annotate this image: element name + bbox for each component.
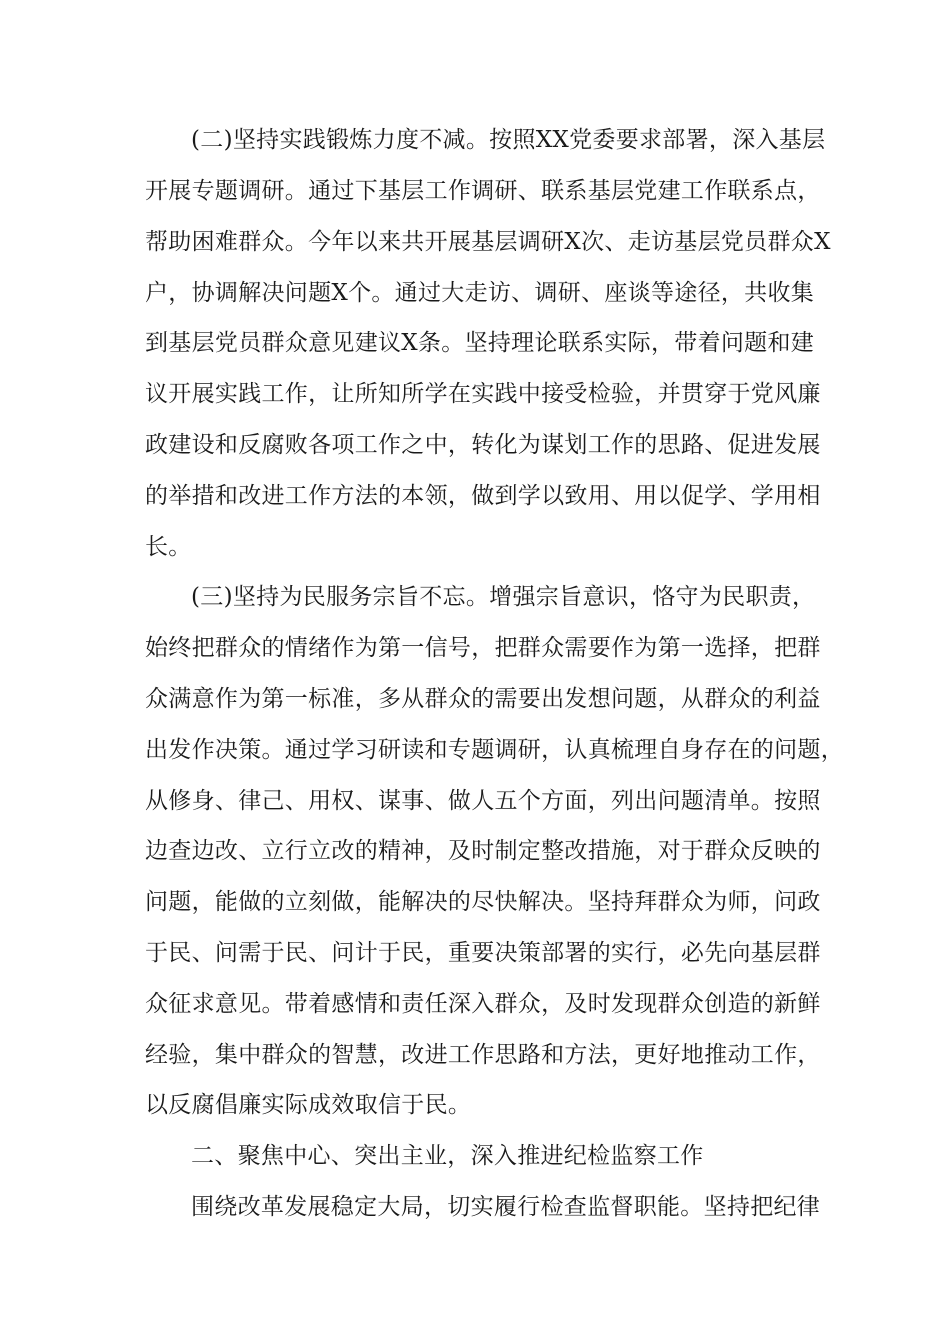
paragraph-3-line-6: 边查边改、立行立改的精神，及时制定整改措施，对于群众反映的 <box>145 838 821 864</box>
paragraph-3-line-3: 众满意作为第一标准，多从群众的需要出发想问题，从群众的利益 <box>145 686 821 712</box>
paragraph-3-line-2: 始终把群众的情绪作为第一信号，把群众需要作为第一选择，把群 <box>145 635 821 661</box>
paragraph-2-line-7: 政建设和反腐败各项工作之中，转化为谋划工作的思路、促进发展 <box>145 432 821 458</box>
paragraph-2-line-5: 到基层党员群众意见建议X条。坚持理论联系实际，带着问题和建 <box>145 330 815 356</box>
section-heading: 二、聚焦中心、突出主业，深入推进纪检监察工作 <box>191 1143 704 1169</box>
paragraph-2-line-3: 帮助困难群众。今年以来共开展基层调研X次、走访基层党员群众X <box>145 229 831 255</box>
paragraph-2-line-6: 议开展实践工作，让所知所学在实践中接受检验，并贯穿于党风廉 <box>145 381 821 407</box>
paragraph-2-line-2: 开展专题调研。通过下基层工作调研、联系基层党建工作联系点， <box>145 178 821 204</box>
paragraph-3-line-4: 出发作决策。通过学习研读和专题调研，认真梳理自身存在的问题， <box>145 737 844 763</box>
paragraph-3-line-5: 从修身、律己、用权、谋事、做人五个方面，列出问题清单。按照 <box>145 788 821 814</box>
paragraph-2-line-4: 户，协调解决问题X个。通过大走访、调研、座谈等途径，共收集 <box>145 280 815 306</box>
paragraph-3-line-10: 经验，集中群众的智慧，改进工作思路和方法，更好地推动工作， <box>145 1042 821 1068</box>
paragraph-3-line-1: (三)坚持为民服务宗旨不忘。增强宗旨意识，恪守为民职责， <box>191 584 816 610</box>
paragraph-2-line-8: 的举措和改进工作方法的本领，做到学以致用、用以促学、学用相 <box>145 483 821 509</box>
paragraph-3-line-7: 问题，能做的立刻做，能解决的尽快解决。坚持拜群众为师，问政 <box>145 889 821 915</box>
paragraph-3-line-11: 以反腐倡廉实际成效取信于民。 <box>145 1092 472 1118</box>
paragraph-3-line-9: 众征求意见。带着感情和责任深入群众，及时发现群众创造的新鲜 <box>145 991 821 1017</box>
paragraph-2-line-9: 长。 <box>145 534 192 560</box>
paragraph-3-line-8: 于民、问需于民、问计于民，重要决策部署的实行，必先向基层群 <box>145 940 821 966</box>
paragraph-4-line-1: 围绕改革发展稳定大局，切实履行检查监督职能。坚持把纪律 <box>191 1194 821 1220</box>
paragraph-2-line-1: (二)坚持实践锻炼力度不减。按照XX党委要求部署，深入基层 <box>191 127 826 153</box>
